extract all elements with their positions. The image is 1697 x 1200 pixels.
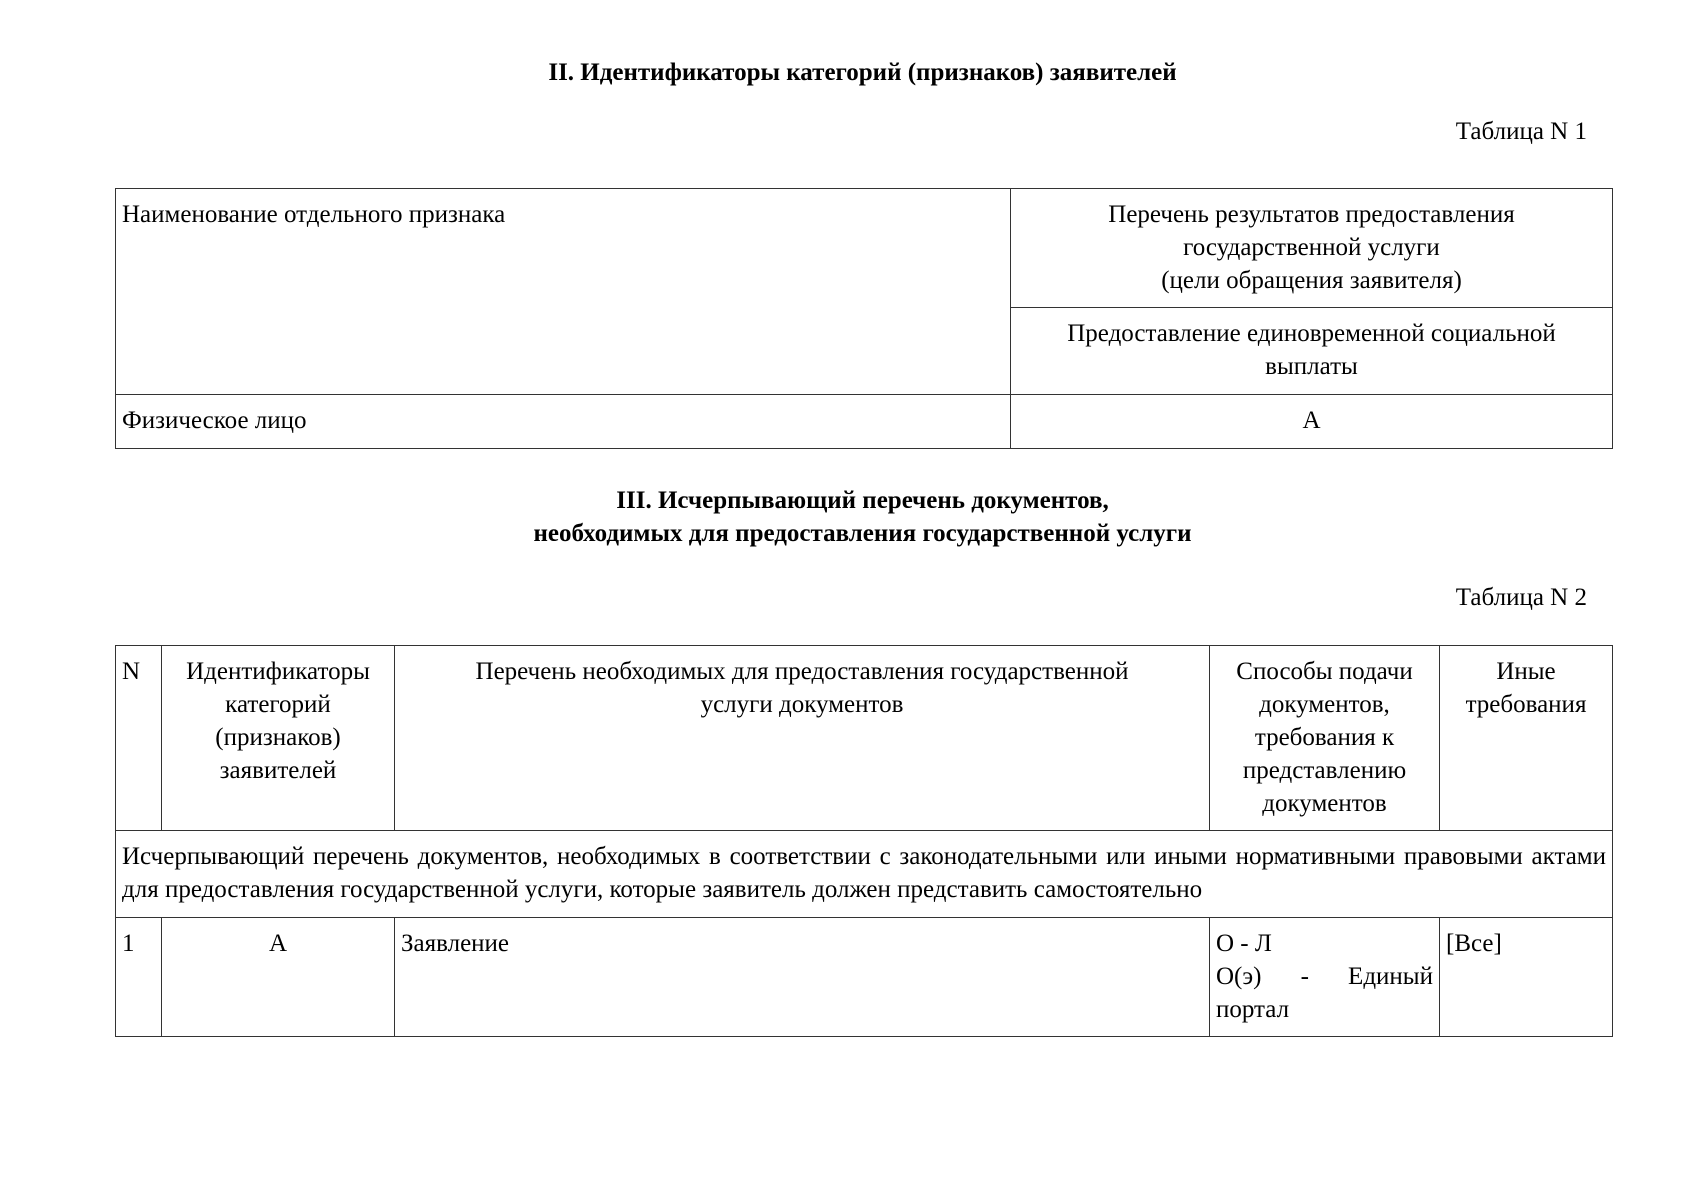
- table-1: [115, 188, 1613, 449]
- table-2-cell-other: [Все]: [1440, 918, 1613, 1037]
- table-1-subheader-social-payment: Предоставление единовременной социальной выплаты: [1011, 308, 1613, 395]
- table-2-cell-methods: [1210, 918, 1440, 1037]
- table-2-cell-n: 1: [116, 918, 162, 1037]
- table-row: [116, 918, 1613, 1037]
- section-2-title: II. Идентификаторы категорий (признаков) заявителей: [548, 59, 1177, 86]
- method-line-2: О(э) - Единый: [1216, 963, 1433, 990]
- table-2-header-methods: Способы подачи документов, требования к представлению документов: [1210, 646, 1440, 831]
- table-1-caption: Таблица N 1: [1455, 118, 1587, 145]
- table-2-cell-identifier: А: [162, 918, 395, 1037]
- table-2-header-other: Иные требования: [1440, 646, 1613, 831]
- table-2-header-n: N: [116, 646, 162, 831]
- section-3-title: III. Исчерпывающий перечень документов, необходимых для предоставления государственной услуги: [533, 487, 1192, 547]
- table-2-header-identifiers: Идентификаторы категорий (признаков) заявителей: [162, 646, 395, 831]
- table-2: [115, 645, 1613, 1037]
- table-1-header-feature-name: Наименование отдельного признака: [116, 189, 1011, 395]
- method-line-3: портал: [1216, 996, 1290, 1023]
- table-1-header-results: Перечень результатов предоставления государственной услуги (цели обращения заявителя): [1011, 189, 1613, 308]
- table-row: [116, 395, 1613, 449]
- table-2-caption: Таблица N 2: [1455, 584, 1587, 611]
- table-2-header-documents: Перечень необходимых для предоставления государственной услуги документов: [395, 646, 1210, 831]
- method-line-1: О - Л: [1216, 930, 1272, 957]
- table-2-span-row: Исчерпывающий перечень документов, необходимых в соответствии с законодательными или иными нормативными правовыми актами для предоставления государственной услуги, которые заявитель должен представить самостоятельно: [116, 831, 1613, 918]
- table-1-cell-result: А: [1011, 395, 1613, 449]
- table-1-cell-feature: Физическое лицо: [116, 395, 1011, 449]
- table-2-cell-document: Заявление: [395, 918, 1210, 1037]
